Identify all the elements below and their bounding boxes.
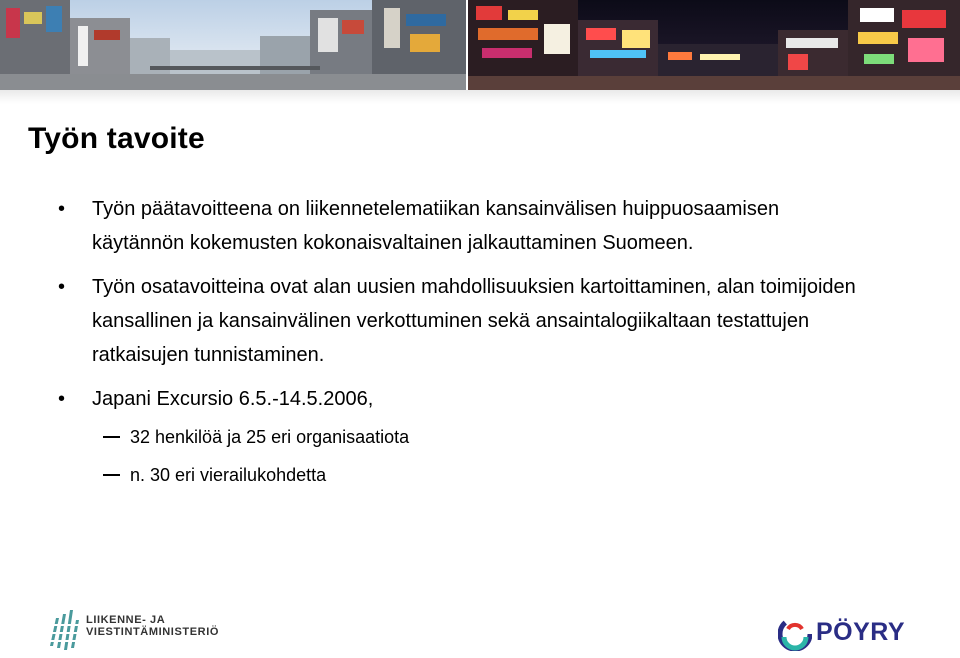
ministry-logo-line2: VIESTINTÄMINISTERIÖ (86, 626, 220, 638)
bullet-text: Japani Excursio 6.5.-14.5.2006, (92, 388, 374, 410)
bullet-list (0, 192, 960, 496)
sub-bullet-participants (0, 420, 960, 454)
bullet-main-goal (0, 192, 872, 260)
sub-bullet-text: 32 henkilöä ja 25 eri organisaatiota (130, 427, 410, 447)
poyry-swirl-icon (778, 617, 812, 651)
ministry-logo (46, 606, 246, 654)
street-night-photo (468, 0, 960, 90)
bullet-sub-goals (0, 270, 872, 372)
header-banner (0, 0, 960, 90)
ministry-logo-text (86, 614, 219, 638)
ministry-stripes-icon (46, 606, 82, 652)
bullet-text: Työn osatavoitteina ovat alan uusien mahdollisuuksien kartoittaminen, alan toimijoiden kansallinen ja kansainvälinen verkottuminen sekä ansaintalogiikaltaan testattujen ratkaisujen tunnistaminen. (92, 276, 856, 366)
bullet-dot-icon: • (58, 276, 66, 298)
sub-bullet-visits (0, 458, 960, 492)
slide-title: Työn tavoite (28, 122, 205, 155)
dash-icon (103, 436, 120, 438)
ministry-logo-line1: LIIKENNE- JA (86, 614, 166, 626)
poyry-logo-text: PÖYRY (816, 618, 906, 646)
bullet-dot-icon: • (58, 198, 66, 220)
bullet-dot-icon: • (58, 388, 66, 410)
dash-icon (103, 474, 120, 476)
bullet-excursion (0, 382, 872, 416)
banner-shadow (0, 90, 960, 104)
street-daytime-photo (0, 0, 466, 90)
sub-bullet-text: n. 30 eri vierailukohdetta (130, 465, 327, 485)
bullet-text: Työn päätavoitteena on liikennetelematiikan kansainvälisen huippuosaamisen käytännön kokemusten kokonaisvaltainen jalkauttaminen Suomeen. (92, 198, 780, 254)
poyry-logo (776, 614, 946, 654)
